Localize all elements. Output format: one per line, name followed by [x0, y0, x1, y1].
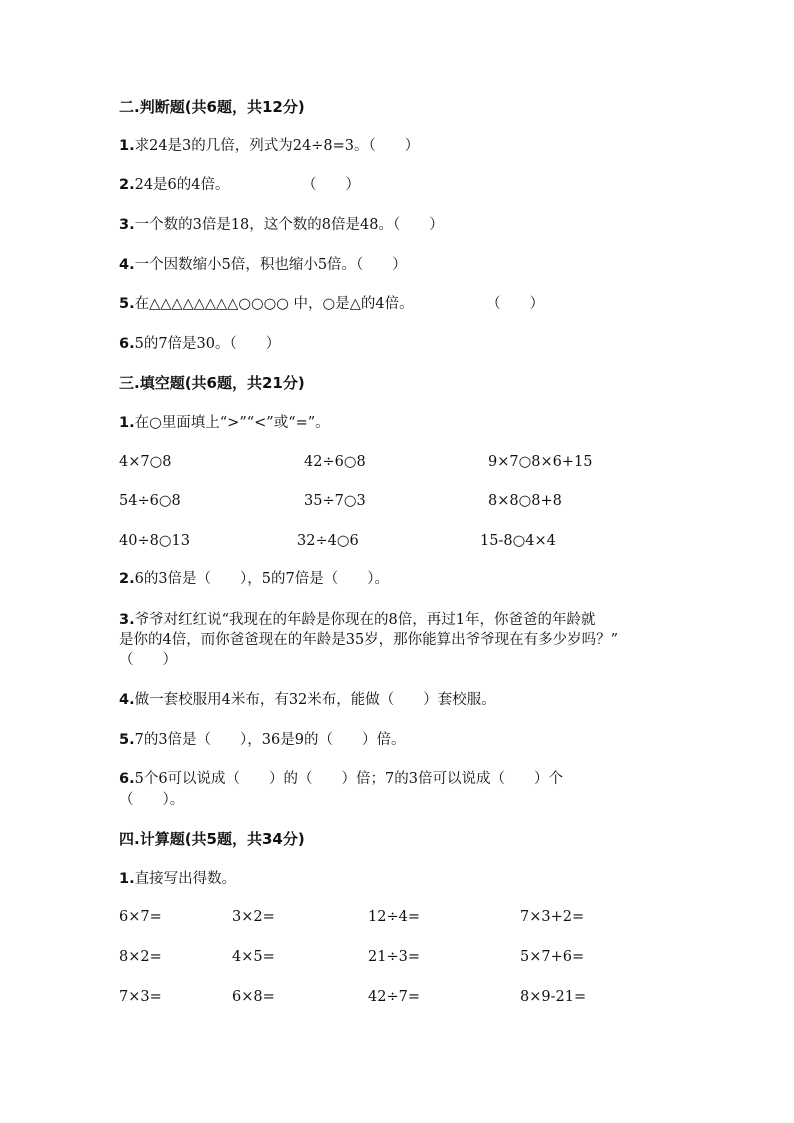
question-number: 1.	[119, 138, 135, 154]
calc-item: 5×7+6=	[520, 949, 585, 965]
question-text: 5个6可以说成（ ）的（ ）倍；7的3倍可以说成（ ）个	[134, 771, 564, 787]
question-3-5	[119, 730, 406, 750]
question-text: 6的3倍是（ ），5的7倍是（ ）。	[134, 571, 390, 587]
compare-item: 54÷6○8	[119, 493, 181, 509]
question-3-3	[119, 610, 595, 630]
question-3-3-line3: （ ）	[119, 652, 177, 668]
compare-row	[0, 491, 794, 511]
calc-item: 12÷4=	[368, 909, 420, 925]
question-text: 求24是3的几倍，列式为24÷8=3。（ ）	[134, 138, 420, 154]
question-number: 5.	[119, 732, 135, 748]
calc-row	[0, 947, 794, 967]
question-number: 2.	[119, 177, 135, 193]
question-number: 1.	[119, 415, 135, 431]
compare-item: 8×8○8+8	[488, 493, 562, 509]
compare-item: 15-8○4×4	[480, 533, 556, 549]
section-heading-judgment: 二.判断题(共6题，共12分)	[119, 98, 305, 116]
calc-item: 7×3+2=	[520, 909, 585, 925]
calc-item: 6×7=	[119, 909, 162, 925]
question-text: 24是6的4倍。 （ ）	[134, 177, 361, 193]
question-number: 2.	[119, 571, 135, 587]
question-2-6	[119, 334, 280, 354]
question-text: 一个因数缩小5倍，积也缩小5倍。（ ）	[134, 257, 407, 273]
question-text: 7的3倍是（ ），36是9的（ ）倍。	[134, 732, 406, 748]
compare-item: 9×7○8×6+15	[488, 454, 593, 470]
question-2-2	[119, 175, 360, 195]
question-text: 一个数的3倍是18，这个数的8倍是48。（ ）	[134, 217, 444, 233]
question-3-6	[119, 769, 563, 789]
question-2-5	[119, 294, 544, 314]
question-2-3	[119, 215, 444, 235]
calc-row	[0, 907, 794, 927]
calc-item: 7×3=	[119, 989, 162, 1005]
question-number: 6.	[119, 771, 135, 787]
question-text: 直接写出得数。	[134, 871, 237, 887]
section-heading-calculation: 四.计算题(共5题，共34分)	[119, 830, 305, 848]
question-text: 在○里面填上“>”“<”或“=”。	[134, 415, 330, 431]
compare-item: 32÷4○6	[297, 533, 359, 549]
calc-item: 6×8=	[232, 989, 275, 1005]
section-heading-fill-blank: 三.填空题(共6题，共21分)	[119, 374, 305, 392]
compare-row	[0, 452, 794, 472]
calc-row	[0, 987, 794, 1007]
compare-item: 35÷7○3	[304, 493, 366, 509]
calc-item: 8×9-21=	[520, 989, 587, 1005]
compare-item: 42÷6○8	[304, 454, 366, 470]
compare-row	[0, 531, 794, 551]
question-text: 爷爷对红红说“我现在的年龄是你现在的8倍，再过1年，你爸爸的年龄就	[134, 612, 596, 628]
question-number: 4.	[119, 692, 135, 708]
question-3-2	[119, 569, 389, 589]
calc-item: 21÷3=	[368, 949, 420, 965]
question-2-4	[119, 255, 407, 275]
question-number: 3.	[119, 217, 135, 233]
question-3-3-line2: 是你的4倍，而你爸爸现在的年龄是35岁，那你能算出爷爷现在有多少岁吗？”	[119, 632, 619, 648]
question-number: 3.	[119, 612, 135, 628]
question-number: 5.	[119, 296, 135, 312]
question-4-1	[119, 869, 236, 889]
compare-item: 40÷8○13	[119, 533, 190, 549]
question-text: 在△△△△△△△△○○○○ 中，○是△的4倍。 （ ）	[134, 296, 545, 312]
question-3-1	[119, 413, 330, 433]
question-3-6-line2: （ ）。	[119, 792, 185, 808]
calc-item: 8×2=	[119, 949, 162, 965]
question-text: 做一套校服用4米布，有32米布，能做（ ）套校服。	[134, 692, 496, 708]
question-2-1	[119, 136, 419, 156]
calc-item: 3×2=	[232, 909, 275, 925]
question-number: 6.	[119, 336, 135, 352]
compare-item: 4×7○8	[119, 454, 172, 470]
question-text: 5的7倍是30。（ ）	[134, 336, 281, 352]
question-number: 4.	[119, 257, 135, 273]
question-number: 1.	[119, 871, 135, 887]
calc-item: 42÷7=	[368, 989, 420, 1005]
calc-item: 4×5=	[232, 949, 275, 965]
question-3-4	[119, 690, 496, 710]
